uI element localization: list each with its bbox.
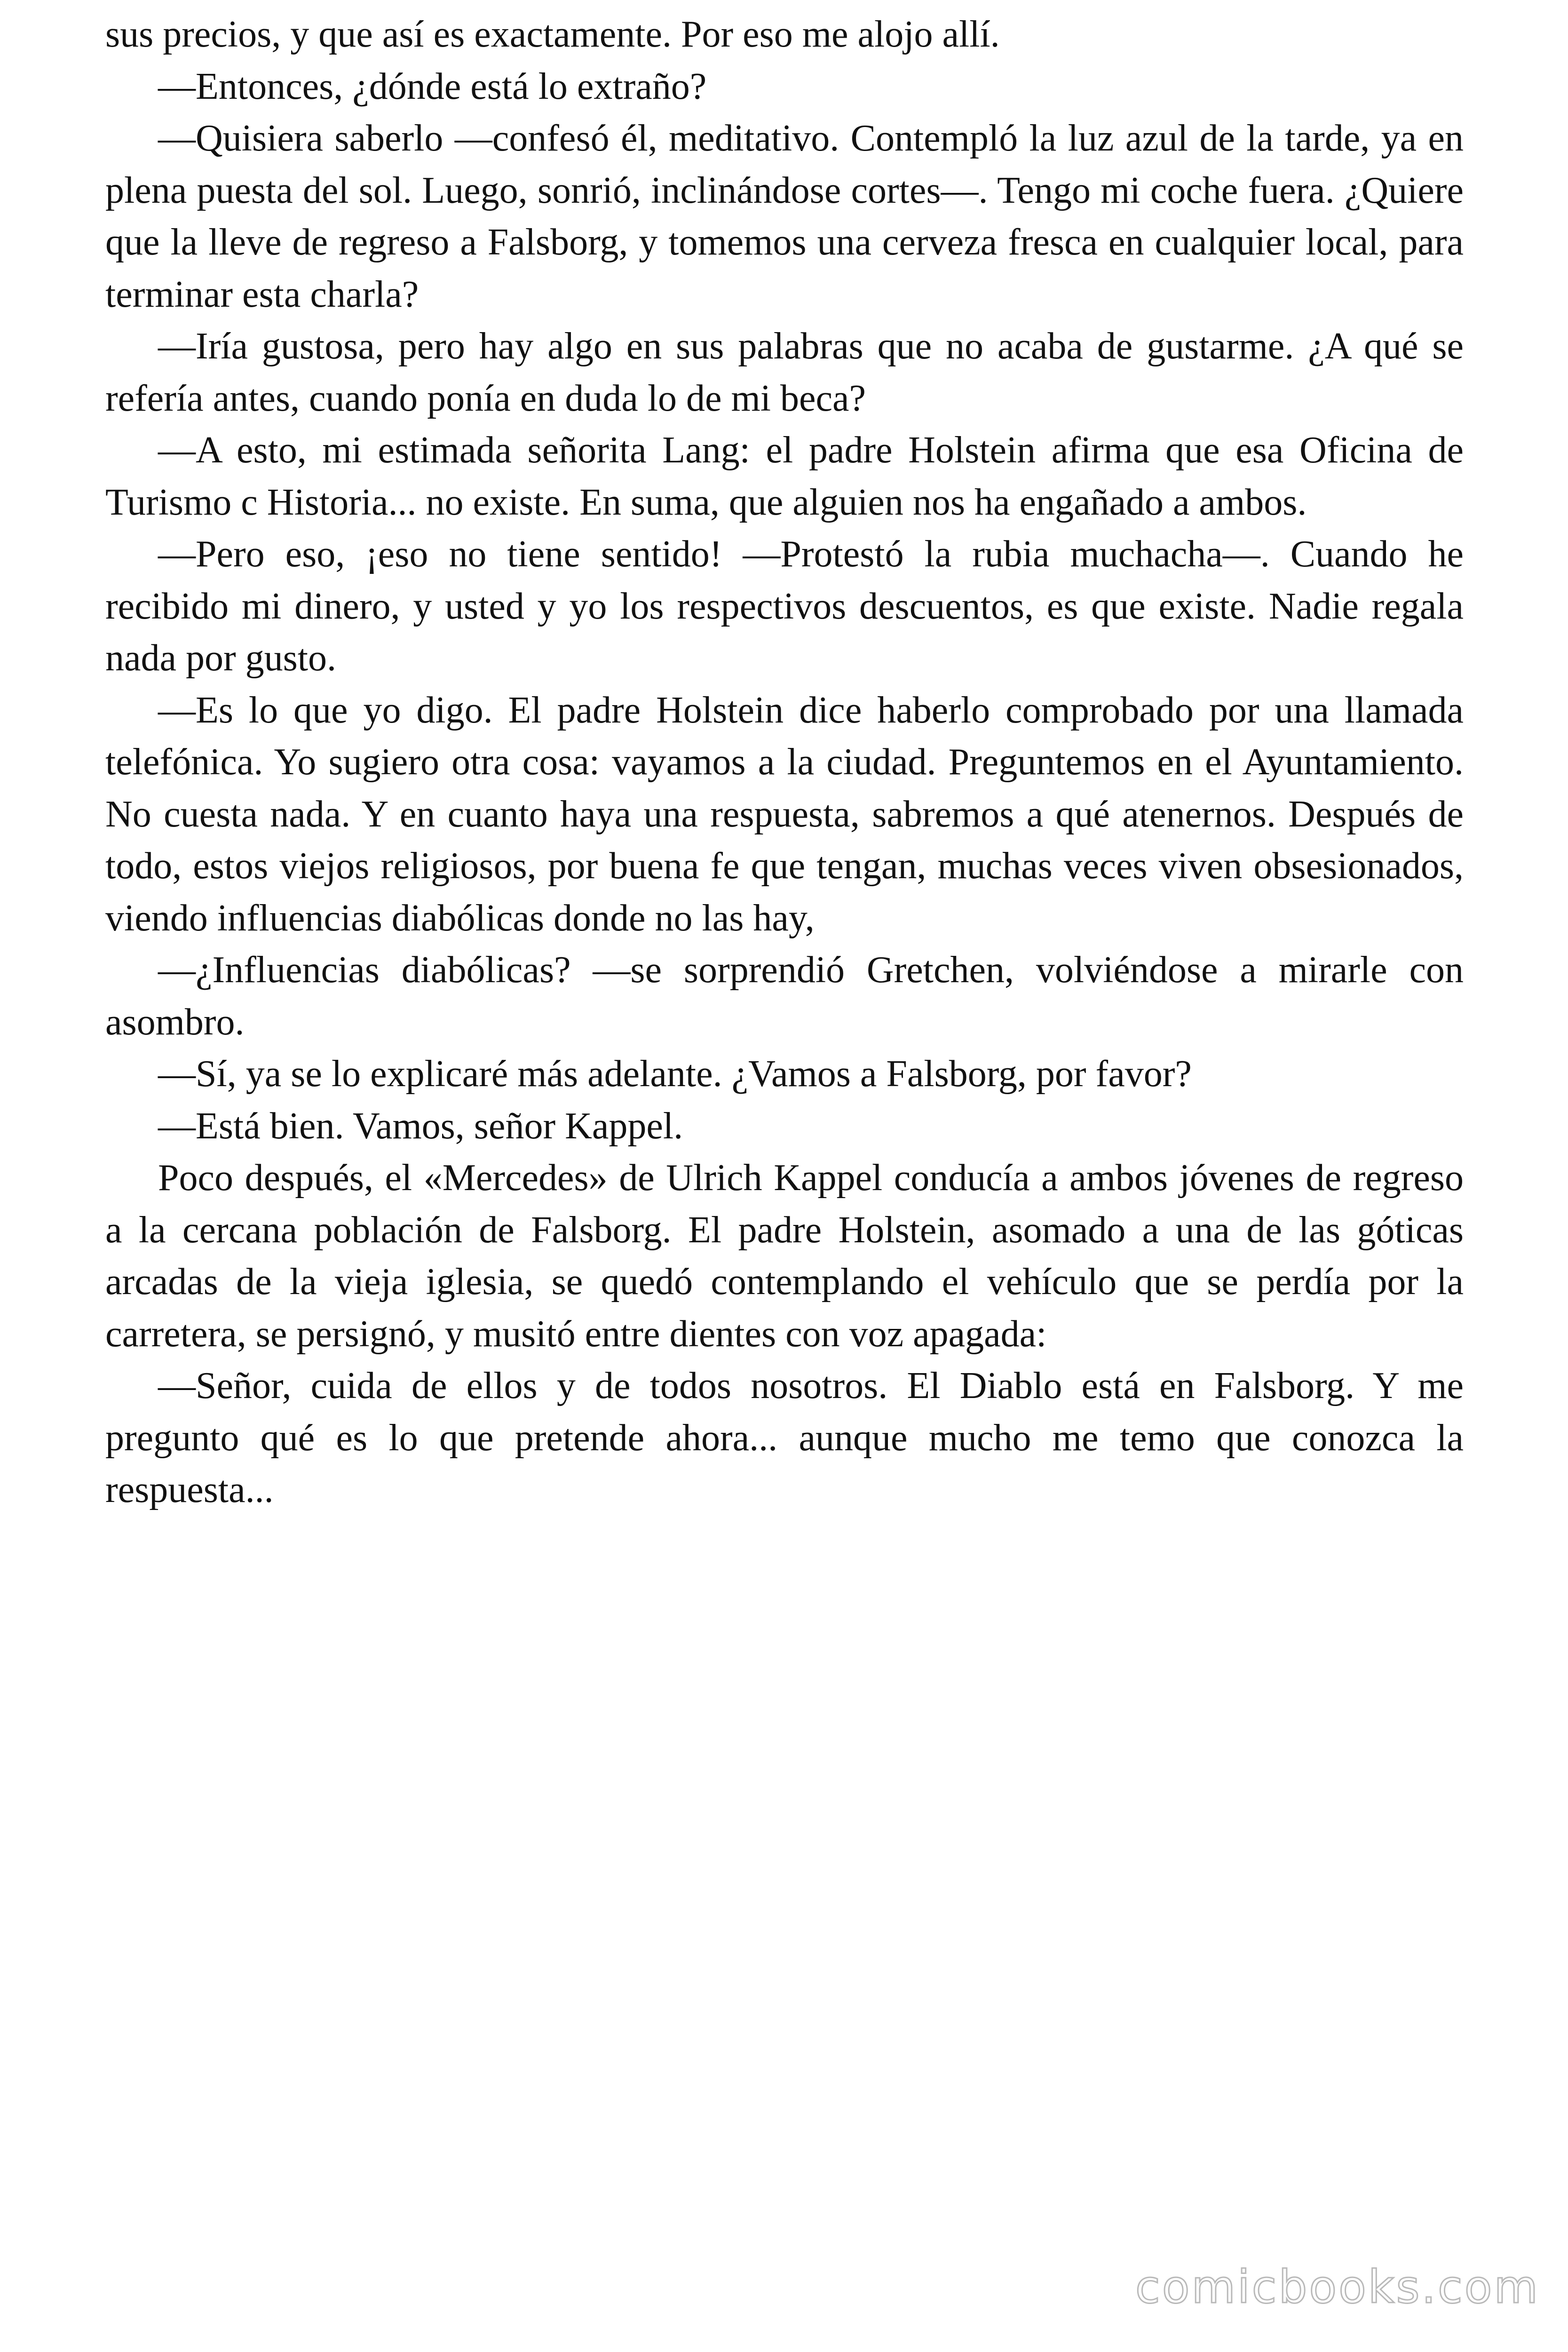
body-text: [105, 8, 1464, 1516]
paragraph-9: —Sí, ya se lo explicaré más adelante. ¿Vamos a Falsborg, por favor?: [158, 1053, 1192, 1095]
paragraph-10: —Está bien. Vamos, señor Kappel.: [158, 1105, 683, 1147]
paragraph-8: —¿Influencias diabólicas? —se sorprendió Gretchen, volviéndose a mirarle con asombro.: [105, 949, 1464, 1043]
paragraph-3: —Quisiera saberlo —confesó él, meditativo. Contempló la luz azul de la tarde, ya en plena puesta del sol. Luego, sonrió, inclinándose cortes—. Tengo mi coche fuera. ¿Quiere que la lleve de regreso a Falsborg, y tomemos una cerveza fresca en cualquier local, para terminar esta charla?: [105, 118, 1464, 315]
paragraph-2: —Entonces, ¿dónde está lo extraño?: [158, 65, 707, 107]
watermark: comicbooks.com: [1135, 2261, 1540, 2313]
paragraph-7: —Es lo que yo digo. El padre Holstein dice haberlo comprobado por una llamada telefónica. Yo sugiero otra cosa: vayamos a la ciudad. Preguntemos en el Ayuntamiento. No cuesta nada. Y en cuanto haya una respuesta, sabremos a qué atenernos. Después de todo, estos viejos religiosos, por buena fe que tengan, muchas veces viven obsesionados, viendo influencias diabólicas donde no las hay,: [105, 689, 1464, 939]
paragraph-4: —Iría gustosa, pero hay algo en sus palabras que no acaba de gustarme. ¿A qué se refería antes, cuando ponía en duda lo de mi beca?: [105, 326, 1464, 419]
paragraph-12: —Señor, cuida de ellos y de todos nosotros. El Diablo está en Falsborg. Y me pregunto qué es lo que pretende ahora... aunque mucho me temo que conozca la respuesta...: [105, 1365, 1464, 1510]
paragraph-11: Poco después, el «Mercedes» de Ulrich Kappel conducía a ambos jóvenes de regreso a la cercana población de Falsborg. El padre Holstein, asomado a una de las góticas arcadas de la vieja iglesia, se quedó contemplando el vehículo que se perdía por la carretera, se persignó, y musitó entre dientes con voz apagada:: [105, 1157, 1464, 1355]
paragraph-1: sus precios, y que así es exactamente. Por eso me alojo allí.: [105, 14, 1000, 55]
paragraph-5: —A esto, mi estimada señorita Lang: el padre Holstein afirma que esa Oficina de Turismo c Historia... no existe. En suma, que alguien nos ha engañado a ambos.: [105, 429, 1464, 523]
paragraph-6: —Pero eso, ¡eso no tiene sentido! —Protestó la rubia muchacha—. Cuando he recibido mi dinero, y usted y yo los respectivos descuentos, es que existe. Nadie regala nada por gusto.: [105, 533, 1464, 679]
